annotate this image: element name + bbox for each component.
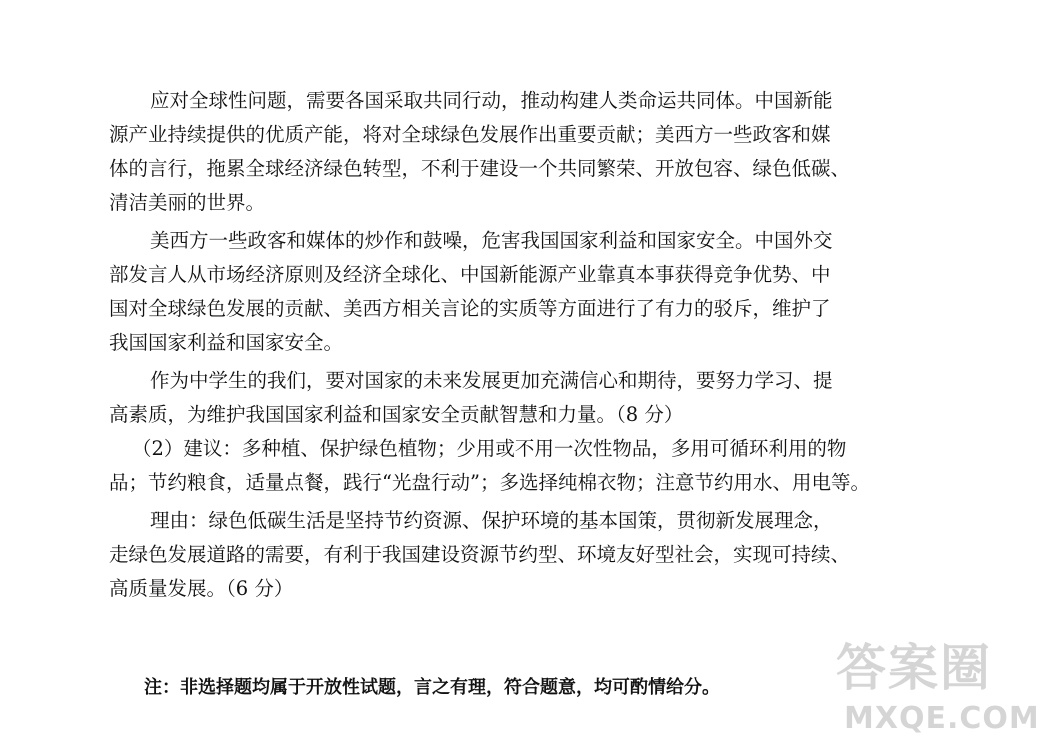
- grading-note: 注：非选择题均属于开放性试题，言之有理，符合题意，均可酌情给分。: [144, 677, 720, 698]
- paragraph-5-line-1: 理由：绿色低碳生活是坚持节约资源、保护环境的基本国策，贯彻新发展理念，: [150, 509, 833, 532]
- watermark-logo-text: 答案圈: [836, 639, 992, 697]
- paragraph-2-line-3: 国对全球绿色发展的贡献、美西方相关言论的实质等方面进行了有力的驳斥，维护了: [109, 297, 831, 320]
- paragraph-1-line-3: 体的言行，拖累全球经济绿色转型，不利于建设一个共同繁荣、开放包容、绿色低碳、: [109, 157, 851, 180]
- paragraph-5-line-2: 走绿色发展道路的需要，有利于我国建设资源节约型、环境友好型社会，实现可持续、: [109, 543, 851, 566]
- paragraph-3-line-2: 高素质，为维护我国国家利益和国家安全贡献智慧和力量。（8 分）: [109, 403, 684, 426]
- paragraph-2-line-1: 美西方一些政客和媒体的炒作和鼓噪，危害我国国家利益和国家安全。中国外交: [150, 229, 833, 252]
- watermark-url: MXQE.COM: [844, 701, 1040, 736]
- paragraph-1-line-1: 应对全球性问题，需要各国采取共同行动，推动构建人类命运共同体。中国新能: [150, 89, 833, 112]
- paragraph-4-line-1: （2）建议：多种植、保护绿色植物；少用或不用一次性物品，多用可循环利用的物: [132, 437, 847, 460]
- paragraph-1-line-2: 源产业持续提供的优质产能，将对全球绿色发展作出重要贡献；美西方一些政客和媒: [109, 123, 831, 146]
- paragraph-2-line-4: 我国国家利益和国家安全。: [109, 331, 344, 354]
- paragraph-3-line-1: 作为中学生的我们，要对国家的未来发展更加充满信心和期待，要努力学习、提: [150, 369, 833, 392]
- watermark-logo: [836, 639, 1040, 740]
- paragraph-1-line-4: 清洁美丽的世界。: [109, 191, 266, 214]
- paragraph-5-line-3: 高质量发展。（6 分）: [109, 577, 294, 600]
- paragraph-4-line-2: 品；节约粮食，适量点餐，践行“光盘行动”；多选择纯棉衣物；注意节约用水、用电等。: [109, 471, 870, 494]
- paragraph-2-line-2: 部发言人从市场经济原则及经济全球化、中国新能源产业靠真本事获得竞争优势、中: [109, 263, 831, 286]
